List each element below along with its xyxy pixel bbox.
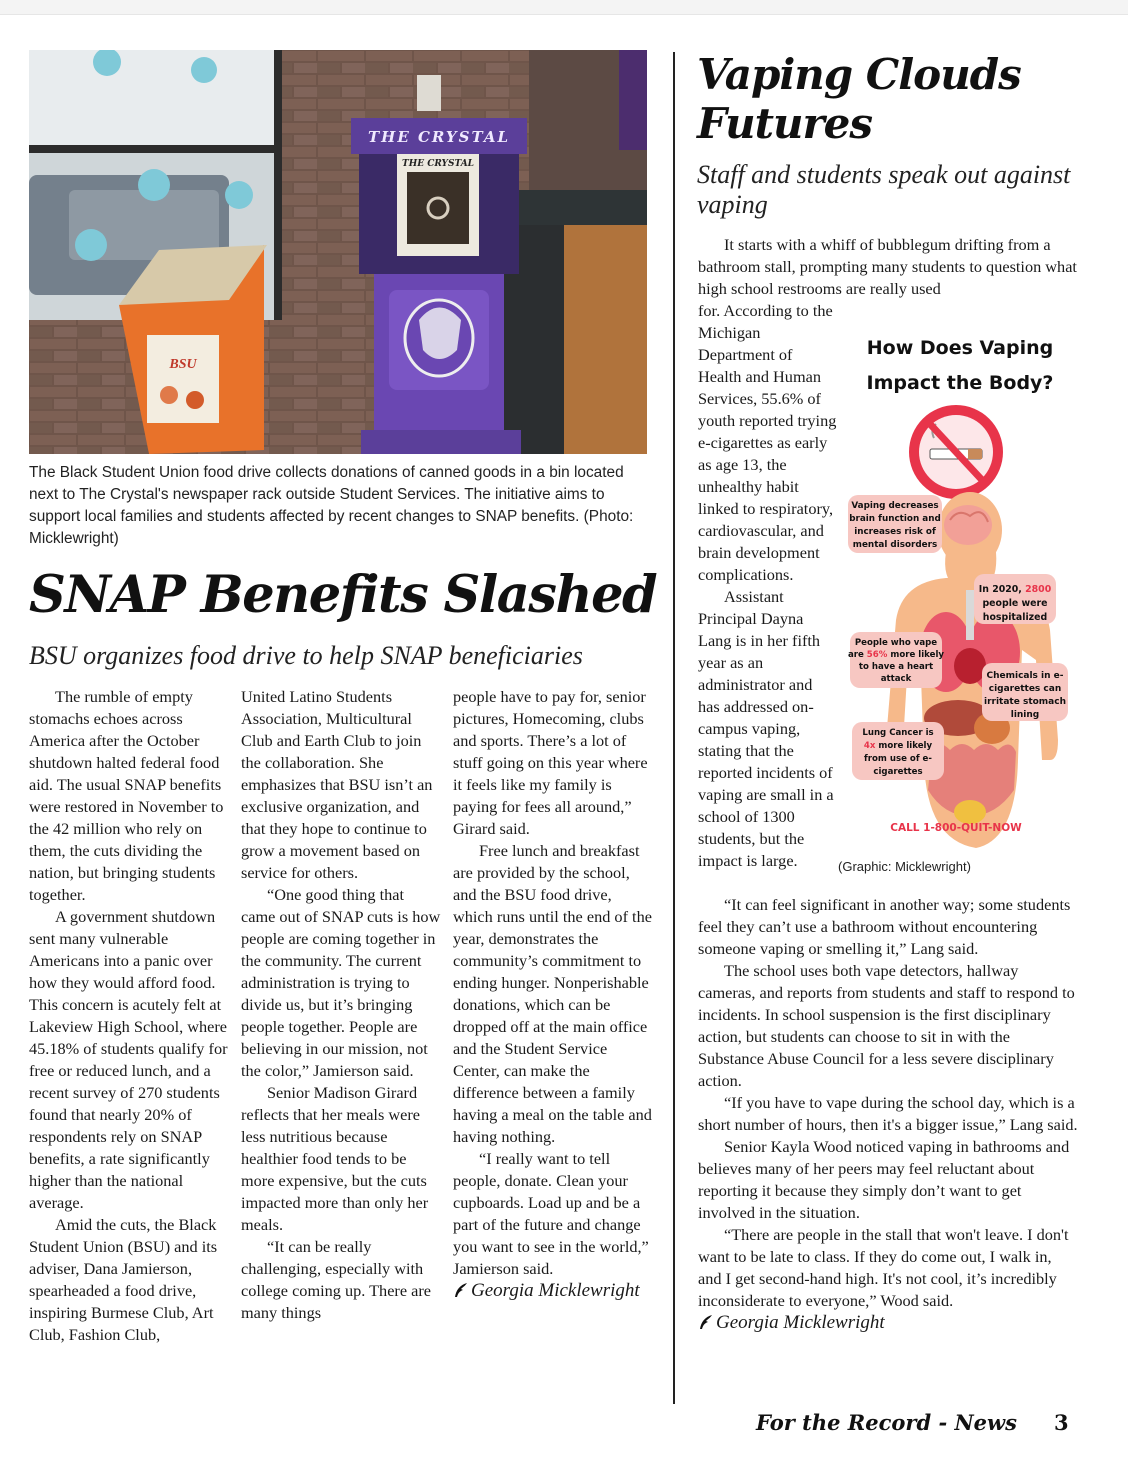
svg-text:THE CRYSTAL: THE CRYSTAL: [402, 159, 474, 169]
snap-paragraph: Senior Madison Girard reflects that her meals were less nutritious because healthier food tends to be more expensive, but the cuts impacted more than only her meals.: [241, 1083, 429, 1234]
callout-stomach: [982, 663, 1068, 721]
vape-intro: [698, 234, 1078, 300]
snap-subhead: BSU organizes food drive to help SNAP beneficiaries: [29, 641, 583, 670]
svg-text:irritate stomach: irritate stomach: [984, 697, 1066, 707]
svg-text:THE CRYSTAL: THE CRYSTAL: [368, 128, 510, 146]
snap-byline-name: Georgia Micklewright: [471, 1280, 640, 1301]
photo-caption: The Black Student Union food drive collects donations of canned goods in a bin located next to The Crystal's newspaper rack outside Student Services. The initiative aims to support local families and students affected by recent changes to SNAP benefits. (Photo: Micklewright): [29, 464, 634, 547]
vape-paragraph: It starts with a whiff of bubblegum drifting from a bathroom stall, prompting many students to question what high school restrooms are really used: [698, 235, 1077, 298]
section-footer: For the Record - News: [756, 1410, 1017, 1435]
vaping-infographic: [846, 320, 1074, 860]
svg-text:attack: attack: [880, 674, 912, 684]
svg-text:Lung Cancer is: Lung Cancer is: [862, 728, 934, 738]
svg-text:increases risk of: increases risk of: [854, 527, 936, 537]
snap-paragraph: “I really want to tell people, donate. Clean your cupboards. Load up and be a part of the future and change you want to see in the world,” Jamierson said.: [453, 1149, 649, 1278]
svg-text:4x more likely: 4x more likely: [863, 741, 933, 751]
quill-icon: [698, 1314, 714, 1330]
snap-column-2: [241, 686, 441, 1324]
svg-text:Chemicals in e-: Chemicals in e-: [986, 671, 1064, 681]
svg-text:people were: people were: [982, 598, 1048, 609]
snap-paragraph: Amid the cuts, the Black Student Union (BSU) and its adviser, Dana Jamierson, spearheaded a food drive, inspiring Burmese Club, Art Club, Fashion Club,: [29, 1215, 218, 1344]
infographic-title-1: How Does Vaping: [866, 337, 1054, 359]
snap-paragraph: “It can be really challenging, especially with college coming up. There are many things: [241, 1237, 432, 1322]
svg-text:BSU: BSU: [169, 357, 197, 372]
callout-brain: [848, 495, 942, 553]
snap-headline: SNAP Benefits Slashed: [29, 565, 657, 625]
callout-hospitalized: [974, 574, 1056, 624]
snap-byline: [453, 1280, 653, 1302]
food-drive-photo: [29, 50, 647, 454]
page-number: 3: [1054, 1410, 1069, 1435]
callout-heart: [848, 632, 944, 688]
graphic-credit: (Graphic: Micklewright): [838, 859, 971, 874]
snap-column-1: [29, 686, 229, 1346]
snap-paragraph: “One good thing that came out of SNAP cuts is how people are coming together in the community. The current administration is trying to divide us, but it’s bringing people together. People are believing in our mission, not the color,” Jamierson said.: [241, 885, 441, 1080]
vape-paragraph: The school uses both vape detectors, hallway cameras, and reports from students and staff to respond to incidents. In school suspension is the first disciplinary action, but students can choose to sit in with the Substance Abuse Council for a less severe disciplinary action.: [698, 961, 1075, 1090]
quit-hotline: CALL 1-800-QUIT-NOW: [890, 822, 1022, 834]
vape-narrow-column: [698, 300, 838, 872]
page-top-bar: [0, 0, 1128, 15]
vape-paragraph: Assistant Principal Dayna Lang is in her fifth year as an administrator and has addressed on-campus vaping, stating that the reported incidents of vaping are small in a school of 1300 students, but the impact is large.: [698, 587, 834, 870]
vape-subhead: Staff and students speak out against vaping: [697, 160, 1071, 219]
vape-byline: [698, 1312, 1078, 1334]
svg-text:cigarettes: cigarettes: [873, 767, 923, 777]
svg-text:hospitalized: hospitalized: [982, 612, 1048, 623]
svg-text:lining: lining: [1010, 710, 1040, 720]
svg-text:brain function and: brain function and: [849, 514, 941, 524]
svg-text:People who vape: People who vape: [854, 638, 938, 648]
snap-paragraph: The rumble of empty stomachs echoes across America after the October shutdown halted federal food aid. The usual SNAP benefits were restored in November to the 42 million who rely on them, the cuts dividing the nation, but bringing students together.: [29, 687, 224, 904]
svg-text:Vaping decreases: Vaping decreases: [851, 501, 939, 511]
svg-text:cigarettes can: cigarettes can: [988, 684, 1062, 694]
callout-lung-cancer: [852, 722, 944, 780]
vape-paragraph: “If you have to vape during the school day, which is a short number of hours, then it's a bigger issue,” Lang said.: [698, 1093, 1078, 1134]
no-vaping-icon: [909, 405, 1003, 499]
svg-text:are 56% more likely: are 56% more likely: [847, 650, 945, 660]
column-divider: [673, 52, 675, 1404]
vape-paragraph: “There are people in the stall that won't leave. I don't want to be late to class. If they do come out, I walk in, and I get second-hand high. It's not cool, it’s incredibly inconsiderate to everyone,” Wood said.: [698, 1225, 1069, 1310]
svg-text:to have a heart: to have a heart: [858, 662, 934, 672]
svg-text:from use of e-: from use of e-: [864, 754, 932, 764]
svg-text:mental disorders: mental disorders: [852, 540, 938, 550]
vape-continued: [698, 894, 1078, 1334]
infographic-title-2: Impact the Body?: [866, 372, 1054, 394]
vape-paragraph: Senior Kayla Wood noticed vaping in bathrooms and believes many of her peers may feel reluctant about reporting it because they simply don’t want to get involved in the situation.: [698, 1137, 1070, 1222]
snap-paragraph: United Latino Students Association, Multicultural Club and Earth Club to join the collaboration. She emphasizes that BSU isn’t an exclusive organization, and that they hope to continue to grow a movement based on service for others.: [241, 687, 433, 882]
snap-paragraph: Free lunch and breakfast are provided by the school, and the BSU food drive, which runs until the end of the year, demonstrates the community’s commitment to ending hunger. Nonperishable donations, which can be dropped off at the main office and the Student Service Center, can make the difference between a family having a meal on the table and having nothing.: [453, 841, 652, 1146]
vape-paragraph: “It can feel significant in another way; some students feel they can’t use a bathroom without encountering someone vaping or smelling it,” Lang said.: [698, 895, 1071, 958]
vape-byline-name: Georgia Micklewright: [716, 1312, 885, 1333]
vape-headline: Vaping Clouds Futures: [697, 50, 1021, 148]
svg-text:In 2020, 2800: In 2020, 2800: [978, 584, 1052, 595]
snap-column-3: [453, 686, 653, 1302]
vape-paragraph: for. According to the Michigan Department of Health and Human Services, 55.6% of youth reported trying e-cigarettes as early as age 13, the unhealthy habit linked to respiratory, cardiovascular, and brain development complications.: [698, 301, 837, 584]
snap-paragraph: people have to pay for, senior pictures, Homecoming, clubs and sports. There’s a lot of stuff going on this year where it feels like my family is paying for fees all around,” Girard said.: [453, 687, 648, 838]
snap-paragraph: A government shutdown sent many vulnerable Americans into a panic over how they would afford food. This concern is acutely felt at Lakeview High School, where 45.18% of students qualify for free or reduced lunch, and a recent survey of 270 students found that nearly 20% of respondents rely on SNAP benefits, a rate significantly higher than the national average.: [29, 907, 228, 1212]
quill-icon: [453, 1282, 469, 1298]
